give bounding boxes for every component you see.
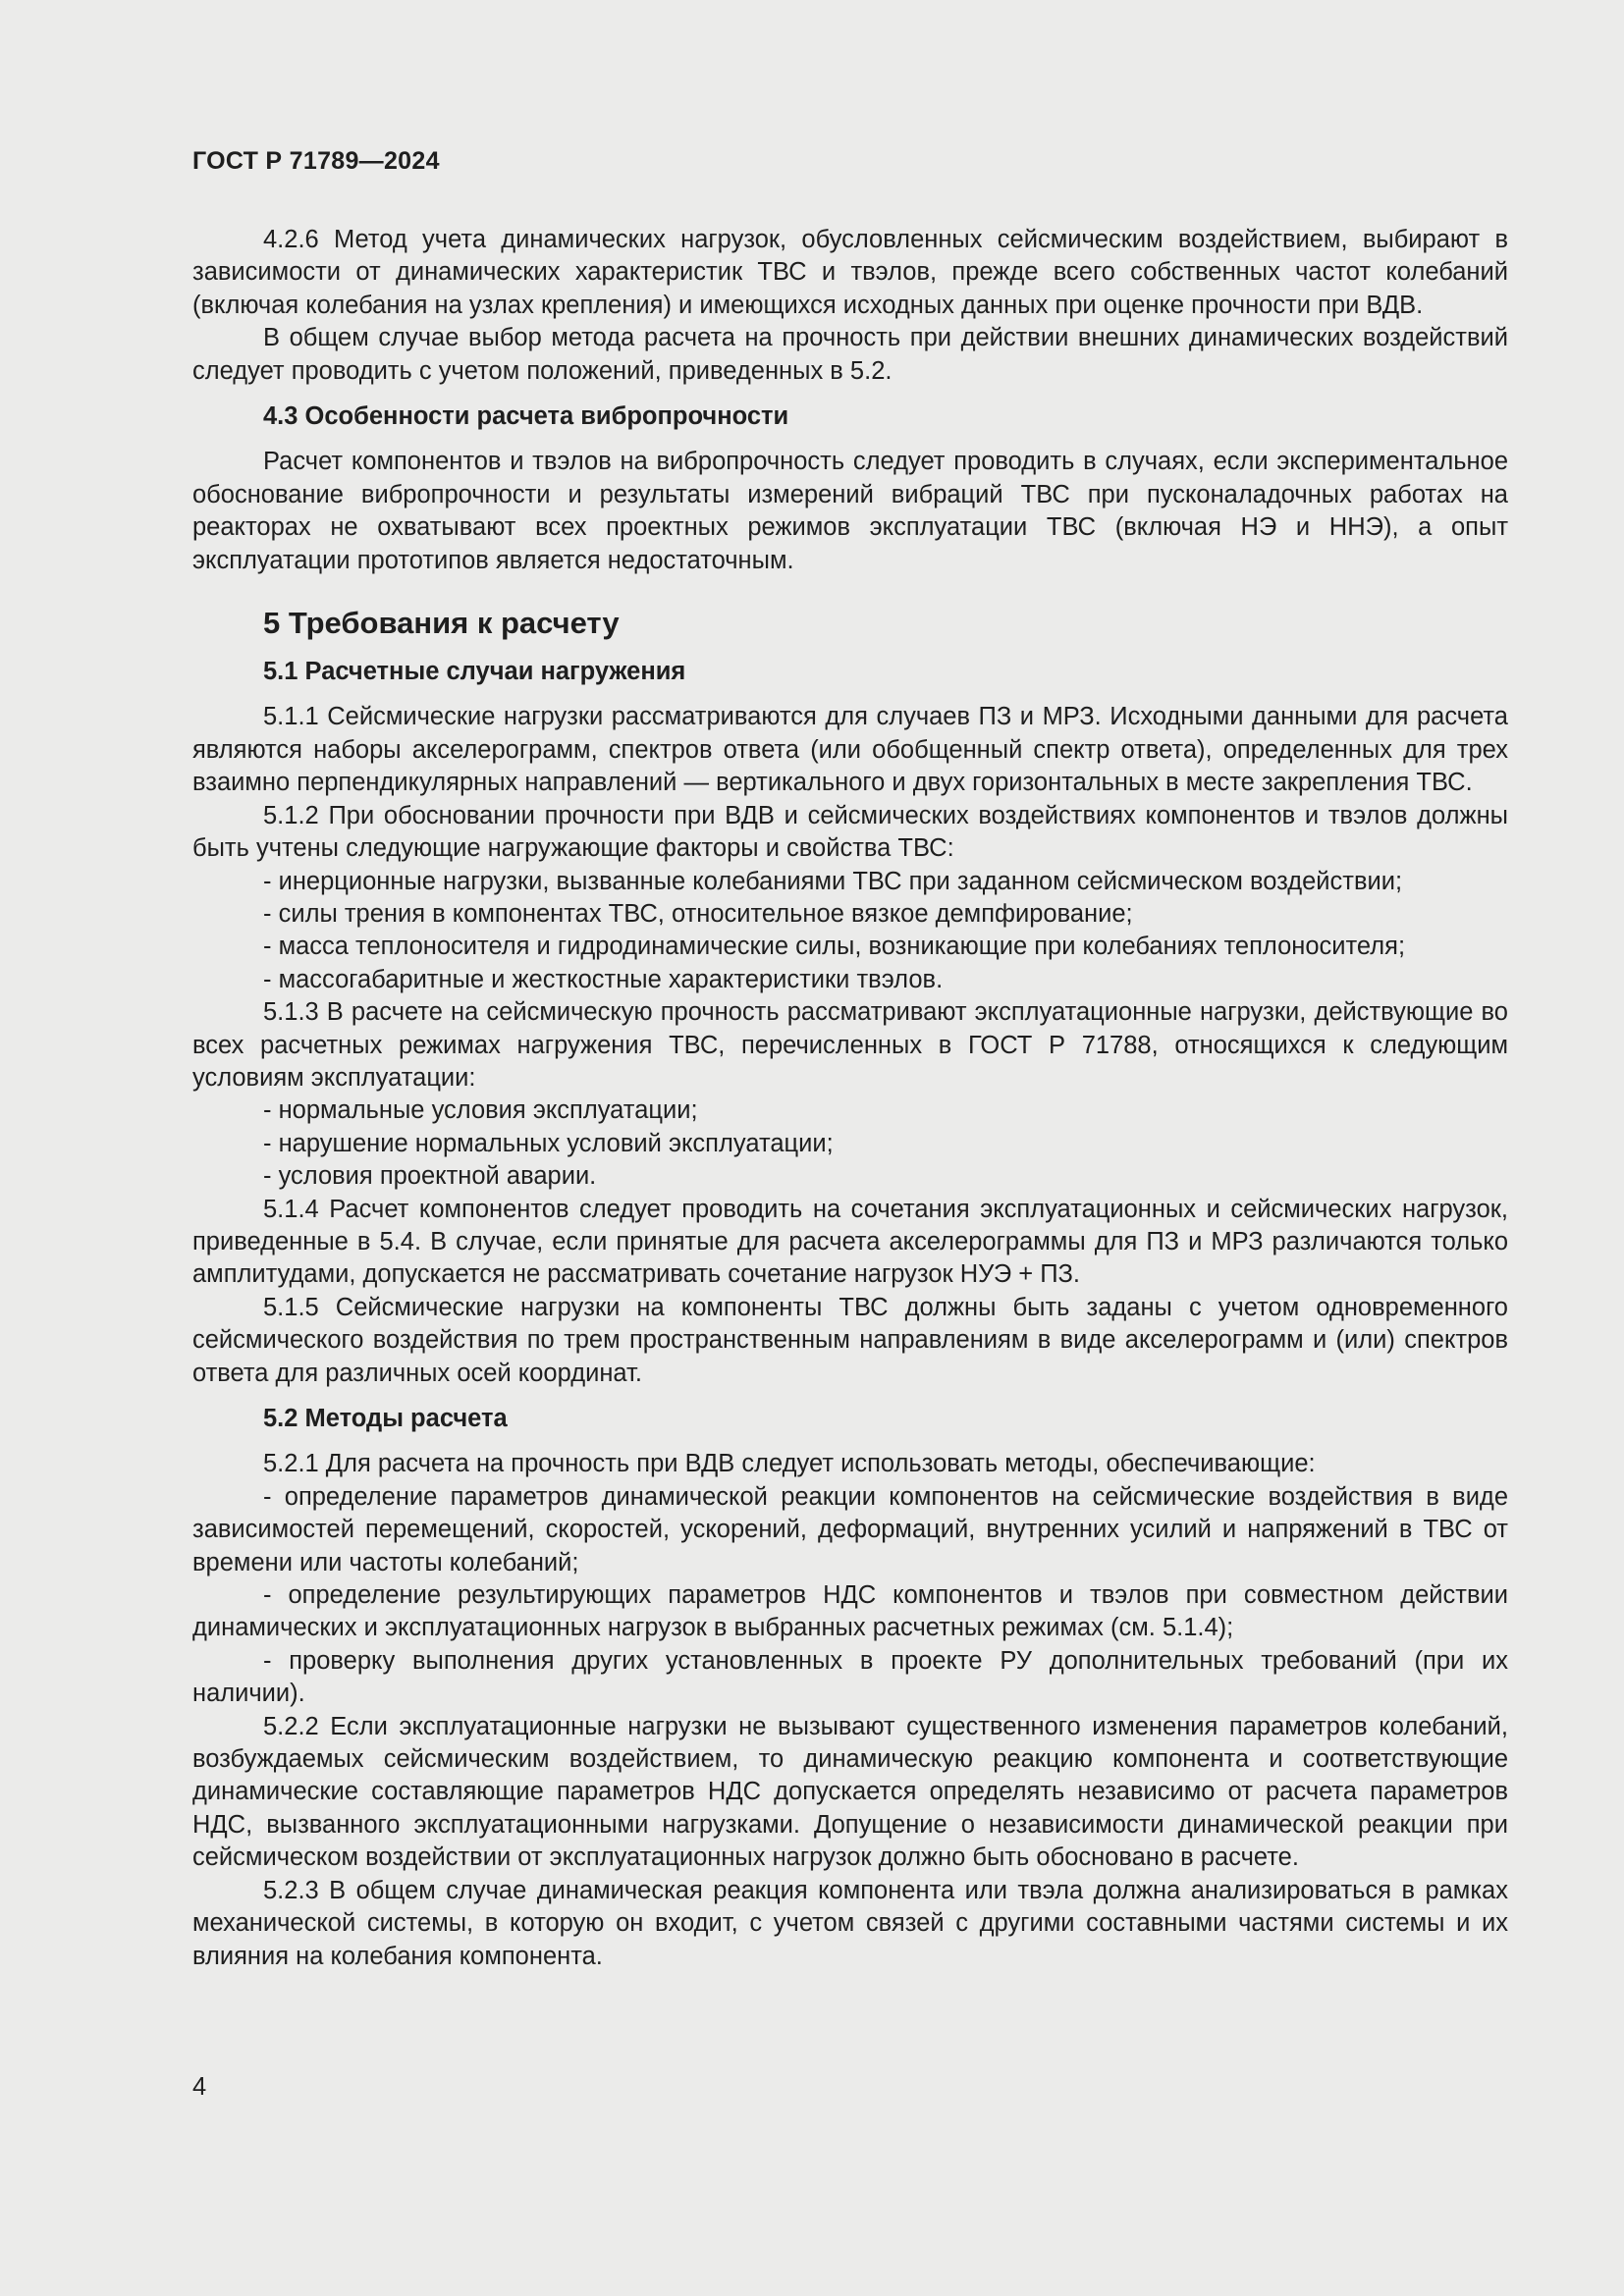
list-item: - масса теплоносителя и гидродинамические силы, возникающие при колебаниях теплоносителя;	[263, 933, 1406, 961]
document-code-header: ГОСТ Р 71789—2024	[192, 147, 440, 175]
heading-4-3: 4.3 Особенности расчета вибропрочности	[263, 402, 789, 431]
list-item: - условия проектной аварии.	[263, 1162, 597, 1191]
document-body	[192, 224, 1508, 1973]
list-item: - определение результирующих параметров НДС компонентов и твэлов при совместном действии динамических и эксплуатационных нагрузок в выбранных расчетных режимах (см. 5.1.4);	[192, 1581, 1508, 1642]
paragraph-5-1-2: 5.1.2 При обосновании прочности при ВДВ и сейсмических воздействиях компонентов и твэлов должны быть учтены следующие нагружающие факторы и свойства ТВС:	[192, 801, 1508, 863]
list-item: - нарушение нормальных условий эксплуатации;	[263, 1129, 834, 1157]
paragraph-5-2-3: 5.2.3 В общем случае динамическая реакция компонента или твэла должна анализироваться в рамках механической системы, в которую он входит, с учетом связей с другими составными частями системы и их влияния на колебания компонента.	[192, 1876, 1508, 1970]
paragraph-4-2-6-continued: В общем случае выбор метода расчета на прочность при действии внешних динамических воздействий следует проводить с учетом положений, приведенных в 5.2.	[192, 324, 1508, 385]
paragraph-5-1-1: 5.1.1 Сейсмические нагрузки рассматриваются для случаев ПЗ и МРЗ. Исходными данными для расчета являются наборы акселерограмм, спектров ответа (или обобщенный спектр ответа), определенных для трех взаимно перпендикулярных направлений — вертикального и двух горизонтальных в месте закрепления ТВС.	[192, 703, 1508, 797]
paragraph-5-2-1: 5.2.1 Для расчета на прочность при ВДВ следует использовать методы, обеспечивающие:	[263, 1450, 1316, 1478]
list-item: - инерционные нагрузки, вызванные колебаниями ТВС при заданном сейсмическом воздействии;	[263, 867, 1403, 895]
paragraph-5-1-3: 5.1.3 В расчете на сейсмическую прочность рассматривают эксплуатационные нагрузки, действующие во всех расчетных режимах нагружения ТВС, перечисленных в ГОСТ Р 71788, относящихся к следующим условиям эксплуатации:	[192, 998, 1508, 1092]
paragraph-5-1-4: 5.1.4 Расчет компонентов следует проводить на сочетания эксплуатационных и сейсмических нагрузок, приведенные в 5.4. В случае, если принятые для расчета акселерограммы для ПЗ и МРЗ различаются только амплитудами, допускается не рассматривать сочетание нагрузок НУЭ + ПЗ.	[192, 1195, 1508, 1289]
list-item: - массогабаритные и жесткостные характеристики твэлов.	[263, 965, 944, 993]
heading-5: 5 Требования к расчету	[263, 606, 620, 641]
list-item: - нормальные условия эксплуатации;	[263, 1096, 698, 1125]
page-number: 4	[192, 2073, 207, 2101]
list-item: - силы трения в компонентах ТВС, относительное вязкое демпфирование;	[263, 899, 1133, 928]
paragraph-4-3: Расчет компонентов и твэлов на вибропрочность следует проводить в случаях, если экспериментальное обоснование вибропрочности и результаты измерений вибраций ТВС при пусконаладочных работах на реакторах не охватывают всех проектных режимов эксплуатации ТВС (включая НЭ и ННЭ), а опыт эксплуатации прототипов является недостаточным.	[192, 448, 1508, 574]
paragraph-4-2-6: 4.2.6 Метод учета динамических нагрузок, обусловленных сейсмическим воздействием, выбирают в зависимости от динамических характеристик ТВС и твэлов, прежде всего собственных частот колебаний (включая колебания на узлах крепления) и имеющихся исходных данных при оценке прочности при ВДВ.	[192, 226, 1508, 319]
paragraph-5-1-5: 5.1.5 Сейсмические нагрузки на компоненты ТВС должны быть заданы с учетом одновременного сейсмического воздействия по трем пространственным направлениям в виде акселерограмм и (или) спектров ответа для различных осей координат.	[192, 1293, 1508, 1387]
heading-5-1: 5.1 Расчетные случаи нагружения	[263, 658, 686, 686]
list-item: - проверку выполнения других установленных в проекте РУ дополнительных требований (при их наличии).	[192, 1646, 1508, 1708]
heading-5-2: 5.2 Методы расчета	[263, 1405, 508, 1432]
paragraph-5-2-2: 5.2.2 Если эксплуатационные нагрузки не вызывают существенного изменения параметров колебаний, возбуждаемых сейсмическим воздействием, то динамическую реакцию компонента и соответствующие динамические составляющие параметров НДС допускается определять независимо от расчета параметров НДС, вызванного эксплуатационными нагрузками. Допущение о независимости динамической реакции при сейсмическом воздействии от эксплуатационных нагрузок должно быть обосновано в расчете.	[192, 1712, 1508, 1872]
list-item: - определение параметров динамической реакции компонентов на сейсмические воздействия в виде зависимостей перемещений, скоростей, ускорений, деформаций, внутренних усилий и напряжений в ТВС от времени или частоты колебаний;	[192, 1482, 1508, 1576]
